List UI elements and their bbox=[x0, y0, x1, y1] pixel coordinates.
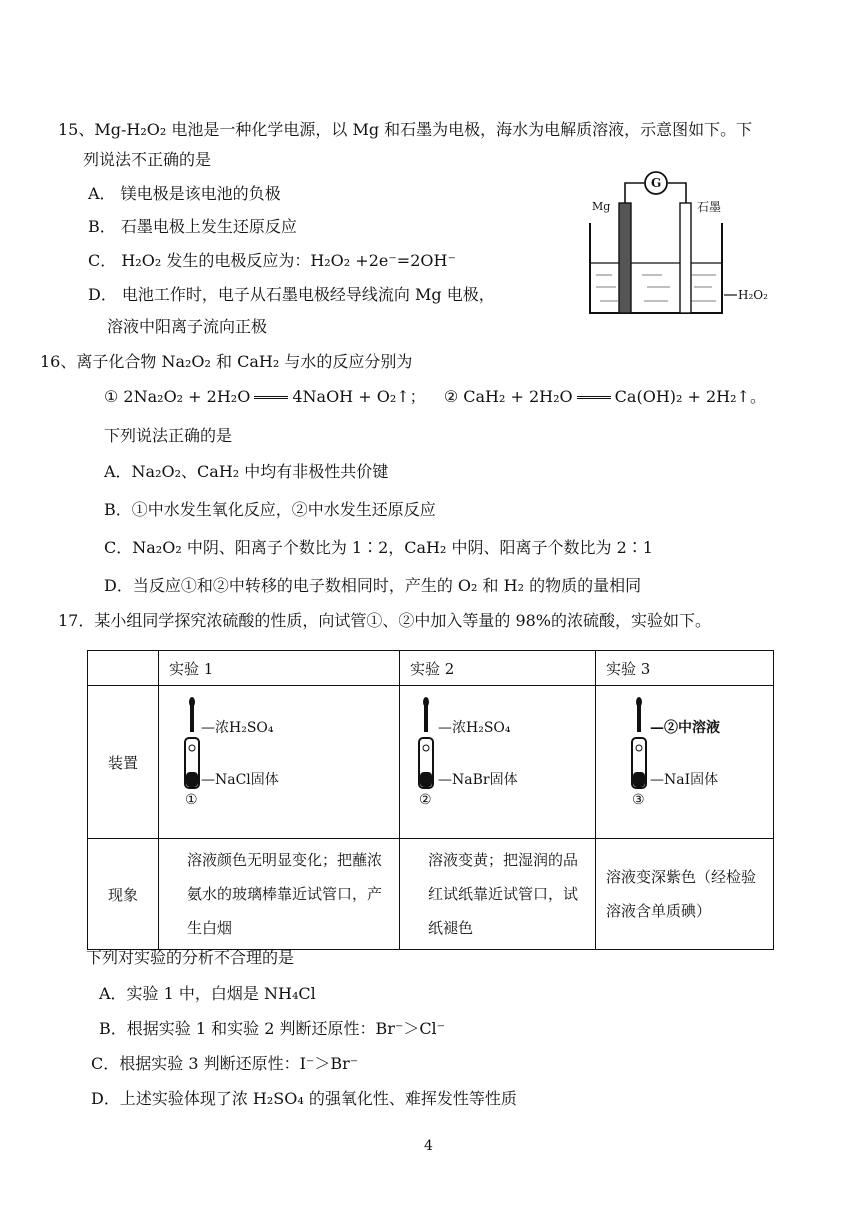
q16-prompt: 下列说法正确的是 bbox=[104, 426, 233, 445]
q16-option-b: B．①中水发生氧化反应，②中水发生还原反应 bbox=[104, 500, 436, 519]
meter-label: G bbox=[651, 176, 662, 190]
table-header-row bbox=[88, 651, 774, 686]
q15-option-d: D． 电池工作时，电子从石墨电极经导线流向 Mg 电极， bbox=[88, 285, 495, 304]
equals-sign bbox=[577, 396, 611, 399]
reagent-label: —浓H₂SO₄ bbox=[201, 720, 274, 736]
header-exp3: 实验 3 bbox=[596, 651, 774, 686]
phenomenon-2: 溶液变黄；把湿润的品红试纸靠近试管口，试纸褪色 bbox=[400, 839, 596, 950]
solution-label: H₂O₂ bbox=[738, 288, 768, 302]
q16-stem: 16、离子化合物 Na₂O₂ 和 CaH₂ 与水的反应分别为 bbox=[40, 352, 413, 371]
tube-number: ③ bbox=[632, 792, 645, 808]
eq1-left: ① 2Na₂O₂ + 2H₂O bbox=[104, 387, 251, 406]
header-exp2: 实验 2 bbox=[400, 651, 596, 686]
dropper-tube-icon bbox=[596, 686, 656, 838]
solid-label: —NaCl固体 bbox=[201, 772, 279, 788]
q15-option-a: A． 镁电极是该电池的负极 bbox=[88, 184, 281, 203]
mg-label: Mg bbox=[592, 200, 611, 213]
graphite-electrode bbox=[680, 203, 691, 313]
q15-stem-line1: 15、Mg-H₂O₂ 电池是一种化学电源，以 Mg 和石墨为电极，海水为电解质溶液，示意图如下。下 bbox=[58, 120, 753, 139]
equals-sign bbox=[254, 396, 288, 399]
apparatus-1 bbox=[159, 686, 400, 839]
dropper-tube-icon bbox=[400, 686, 460, 838]
solid-label: —NaI固体 bbox=[650, 772, 719, 788]
phenomenon-3: 溶液变深紫色（经检验溶液含单质碘） bbox=[596, 839, 774, 950]
table-corner bbox=[88, 651, 159, 686]
q15-option-b: B． 石墨电极上发生还原反应 bbox=[88, 217, 297, 236]
solid-label: —NaBr固体 bbox=[438, 772, 518, 788]
row-label-apparatus: 装置 bbox=[88, 686, 159, 839]
table-row bbox=[88, 839, 774, 950]
q17-option-b: B．根据实验 1 和实验 2 判断还原性：Br⁻＞Cl⁻ bbox=[99, 1019, 446, 1038]
phenomenon-1: 溶液颜色无明显变化；把蘸浓氨水的玻璃棒靠近试管口，产生白烟 bbox=[159, 839, 400, 950]
q15-stem-line2: 列说法不正确的是 bbox=[83, 150, 212, 169]
table-row bbox=[88, 686, 774, 839]
battery-figure bbox=[572, 163, 772, 333]
q17-prompt: 下列对实验的分析不合理的是 bbox=[86, 948, 295, 967]
tube-number: ② bbox=[419, 792, 432, 808]
q15-option-c: C． H₂O₂ 发生的电极反应为：H₂O₂ +2e⁻=2OH⁻ bbox=[88, 251, 456, 270]
q17-option-a: A．实验 1 中，白烟是 NH₄Cl bbox=[99, 984, 316, 1003]
q17-stem: 17．某小组同学探究浓硫酸的性质，向试管①、②中加入等量的 98%的浓硫酸，实验如下。 bbox=[58, 611, 712, 630]
q16-equations bbox=[104, 387, 766, 407]
eq2-left: ② CaH₂ + 2H₂O bbox=[443, 387, 573, 406]
reagent-label: —②中溶液 bbox=[650, 720, 720, 736]
row-label-phenomenon: 现象 bbox=[88, 839, 159, 950]
eq1-right: 4NaOH + O₂↑； bbox=[292, 387, 426, 406]
header-exp1: 实验 1 bbox=[159, 651, 400, 686]
q16-option-a: A．Na₂O₂、CaH₂ 中均有非极性共价键 bbox=[104, 462, 389, 481]
apparatus-3 bbox=[596, 686, 774, 839]
battery-diagram bbox=[572, 163, 772, 333]
q16-option-d: D．当反应①和②中转移的电子数相同时，产生的 O₂ 和 H₂ 的物质的量相同 bbox=[104, 576, 642, 595]
graphite-label: 石墨 bbox=[697, 200, 722, 214]
experiment-table bbox=[87, 650, 774, 950]
q15-option-d-cont: 溶液中阳离子流向正极 bbox=[107, 317, 268, 336]
tube-number: ① bbox=[185, 792, 198, 808]
page-number: 4 bbox=[424, 1138, 433, 1154]
eq2-right: Ca(OH)₂ + 2H₂↑。 bbox=[614, 387, 766, 406]
q17-option-d: D．上述实验体现了浓 H₂SO₄ 的强氧化性、难挥发性等性质 bbox=[91, 1089, 517, 1108]
q17-option-c: C．根据实验 3 判断还原性：I⁻＞Br⁻ bbox=[91, 1054, 359, 1073]
reagent-label: —浓H₂SO₄ bbox=[438, 720, 511, 736]
dropper-tube-icon bbox=[159, 686, 219, 838]
apparatus-2 bbox=[400, 686, 596, 839]
mg-electrode bbox=[619, 203, 631, 313]
q16-option-c: C．Na₂O₂ 中阴、阳离子个数比为 1∶2，CaH₂ 中阴、阳离子个数比为 2∶1 bbox=[104, 538, 653, 557]
